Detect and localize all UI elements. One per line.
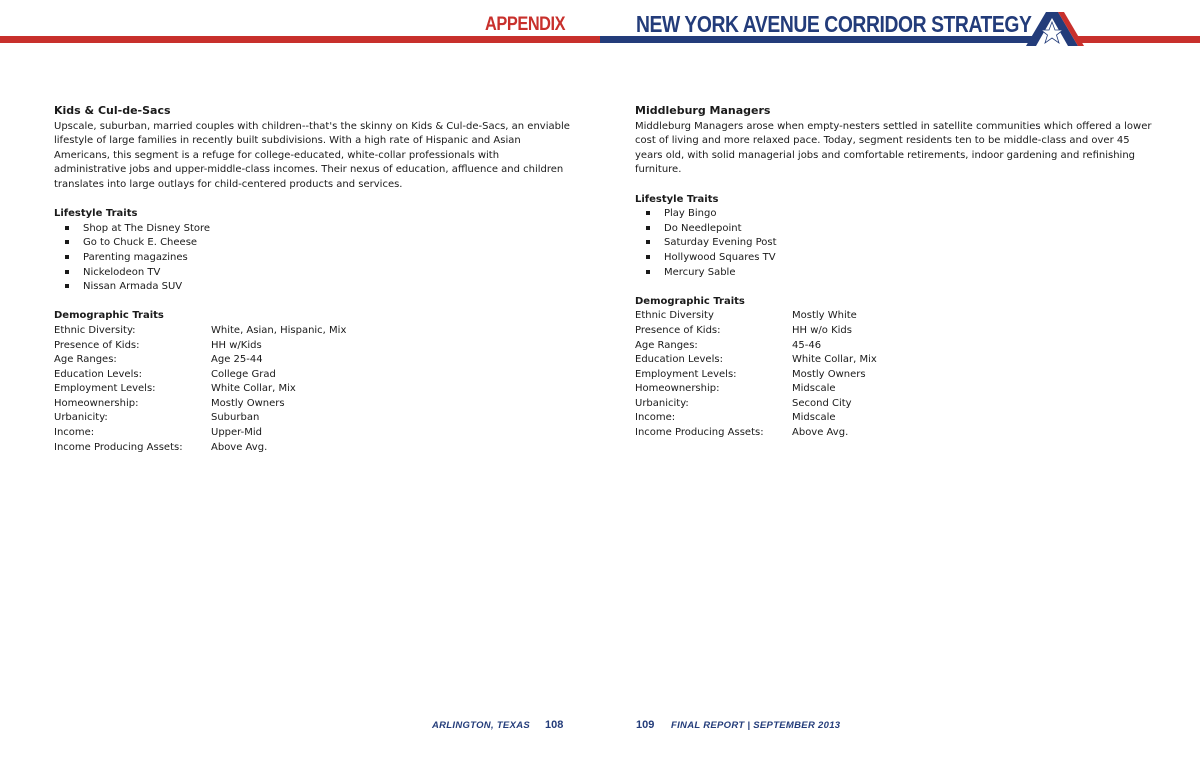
table-row [54,397,574,412]
table-row [54,426,574,441]
table-row [54,324,574,339]
segment-kids-cul-de-sacs [54,104,574,455]
segment-description: Middleburg Managers arose when empty-nesters settled in satellite communities which offered a lower cost of living and more relaxed pace. Today, segment residents ten to be middle-class and over 45 years old, with solid managerial jobs and comfortable retirements, indoor gardening and refinishing furniture. [635,120,1152,176]
demo-key: Homeownership: [635,383,720,395]
table-row [635,339,1155,354]
table-row [54,441,574,456]
list-item: Hollywood Squares TV [635,251,1155,266]
segment-middleburg-managers [635,104,1155,441]
demo-key: Urbanicity: [635,397,689,409]
demo-key: Employment Levels: [54,383,156,395]
segment-title: Middleburg Managers [635,104,771,117]
table-row [635,397,1155,412]
demo-value: College Grad [211,368,276,380]
demo-key: Urbanicity: [54,412,108,424]
demographic-table [635,309,1155,440]
demographic-table [54,324,574,455]
lifestyle-heading: Lifestyle Traits [635,193,719,205]
list-item: Go to Chuck E. Cheese [54,236,574,251]
demo-value: White Collar, Mix [792,354,877,366]
demo-value: Age 25-44 [211,354,263,366]
table-row [635,426,1155,441]
table-row [635,353,1155,368]
appendix-label: APPENDIX [484,14,565,35]
demo-value: Mostly Owners [792,368,866,380]
table-row [54,353,574,368]
demo-value: White, Asian, Hispanic, Mix [211,324,347,336]
list-item: Nissan Armada SUV [54,280,574,295]
demo-key: Employment Levels: [635,368,737,380]
demo-value: Above Avg. [792,427,849,439]
page-number-left: 108 [545,719,564,731]
demo-key: Age Ranges: [635,339,698,351]
demo-value: Second City [792,397,852,409]
demo-key: Income Producing Assets: [635,427,764,439]
list-item: Parenting magazines [54,251,574,266]
table-row [635,368,1155,383]
table-row [635,411,1155,426]
demo-key: Ethnic Diversity: [54,324,136,336]
demo-key: Income Producing Assets: [54,441,183,453]
demo-value: 45-46 [792,339,822,351]
demo-key: Education Levels: [54,368,142,380]
demo-key: Ethnic Diversity [635,310,714,322]
header-red-bar-left [0,36,600,43]
header-red-bar-right [1078,36,1200,43]
demo-value: Mostly Owners [211,397,285,409]
demo-value: Upper-Mid [211,427,263,439]
page-number-right: 109 [636,719,655,731]
demo-value: HH w/Kids [211,339,262,351]
demo-key: Education Levels: [635,354,723,366]
demo-value: Mostly White [792,310,857,322]
lifestyle-heading: Lifestyle Traits [54,208,138,220]
table-row [54,382,574,397]
arlington-star-a-logo [1020,10,1084,46]
list-item: Play Bingo [635,207,1155,222]
demo-value: HH w/o Kids [792,324,852,336]
segment-title: Kids & Cul-de-Sacs [54,104,171,117]
list-item: Nickelodeon TV [54,266,574,281]
demo-key: Age Ranges: [54,354,117,366]
table-row [635,382,1155,397]
demo-key: Income: [635,412,676,424]
lifestyle-list [54,222,574,295]
segment-description: Upscale, suburban, married couples with children--that's the skinny on Kids & Cul-de-Sacs, an enviable lifestyle of large families in recently built subdivisions. With a high rate of Hispanic and Asian Americans, this segment is a refuge for college-educated, white-collar professionals with administrative jobs and upper-middle-class incomes. Their nexus of education, affluence and children translates into large outlays for child-centered products and services. [54,120,570,190]
footer-location: ARLINGTON, TEXAS [431,720,530,731]
table-row [635,324,1155,339]
demo-value: Above Avg. [211,441,268,453]
list-item: Saturday Evening Post [635,236,1155,251]
demo-key: Presence of Kids: [54,339,140,351]
table-row [54,411,574,426]
demo-key: Presence of Kids: [635,324,721,336]
demo-value: Suburban [211,412,260,424]
table-row [635,309,1155,324]
footer-report-date: FINAL REPORT | SEPTEMBER 2013 [671,720,841,731]
demo-key: Income: [54,427,95,439]
list-item: Mercury Sable [635,266,1155,281]
list-item: Do Needlepoint [635,222,1155,237]
demo-value: Midscale [792,383,836,395]
list-item: Shop at The Disney Store [54,222,574,237]
report-title: NEW YORK AVENUE CORRIDOR STRATEGY [636,11,1032,37]
table-row [54,368,574,383]
table-row [54,339,574,354]
lifestyle-list [635,207,1155,280]
demo-value: White Collar, Mix [211,383,296,395]
demographic-heading: Demographic Traits [54,310,164,322]
demo-key: Homeownership: [54,397,139,409]
demographic-heading: Demographic Traits [635,295,745,307]
demo-value: Midscale [792,412,836,424]
